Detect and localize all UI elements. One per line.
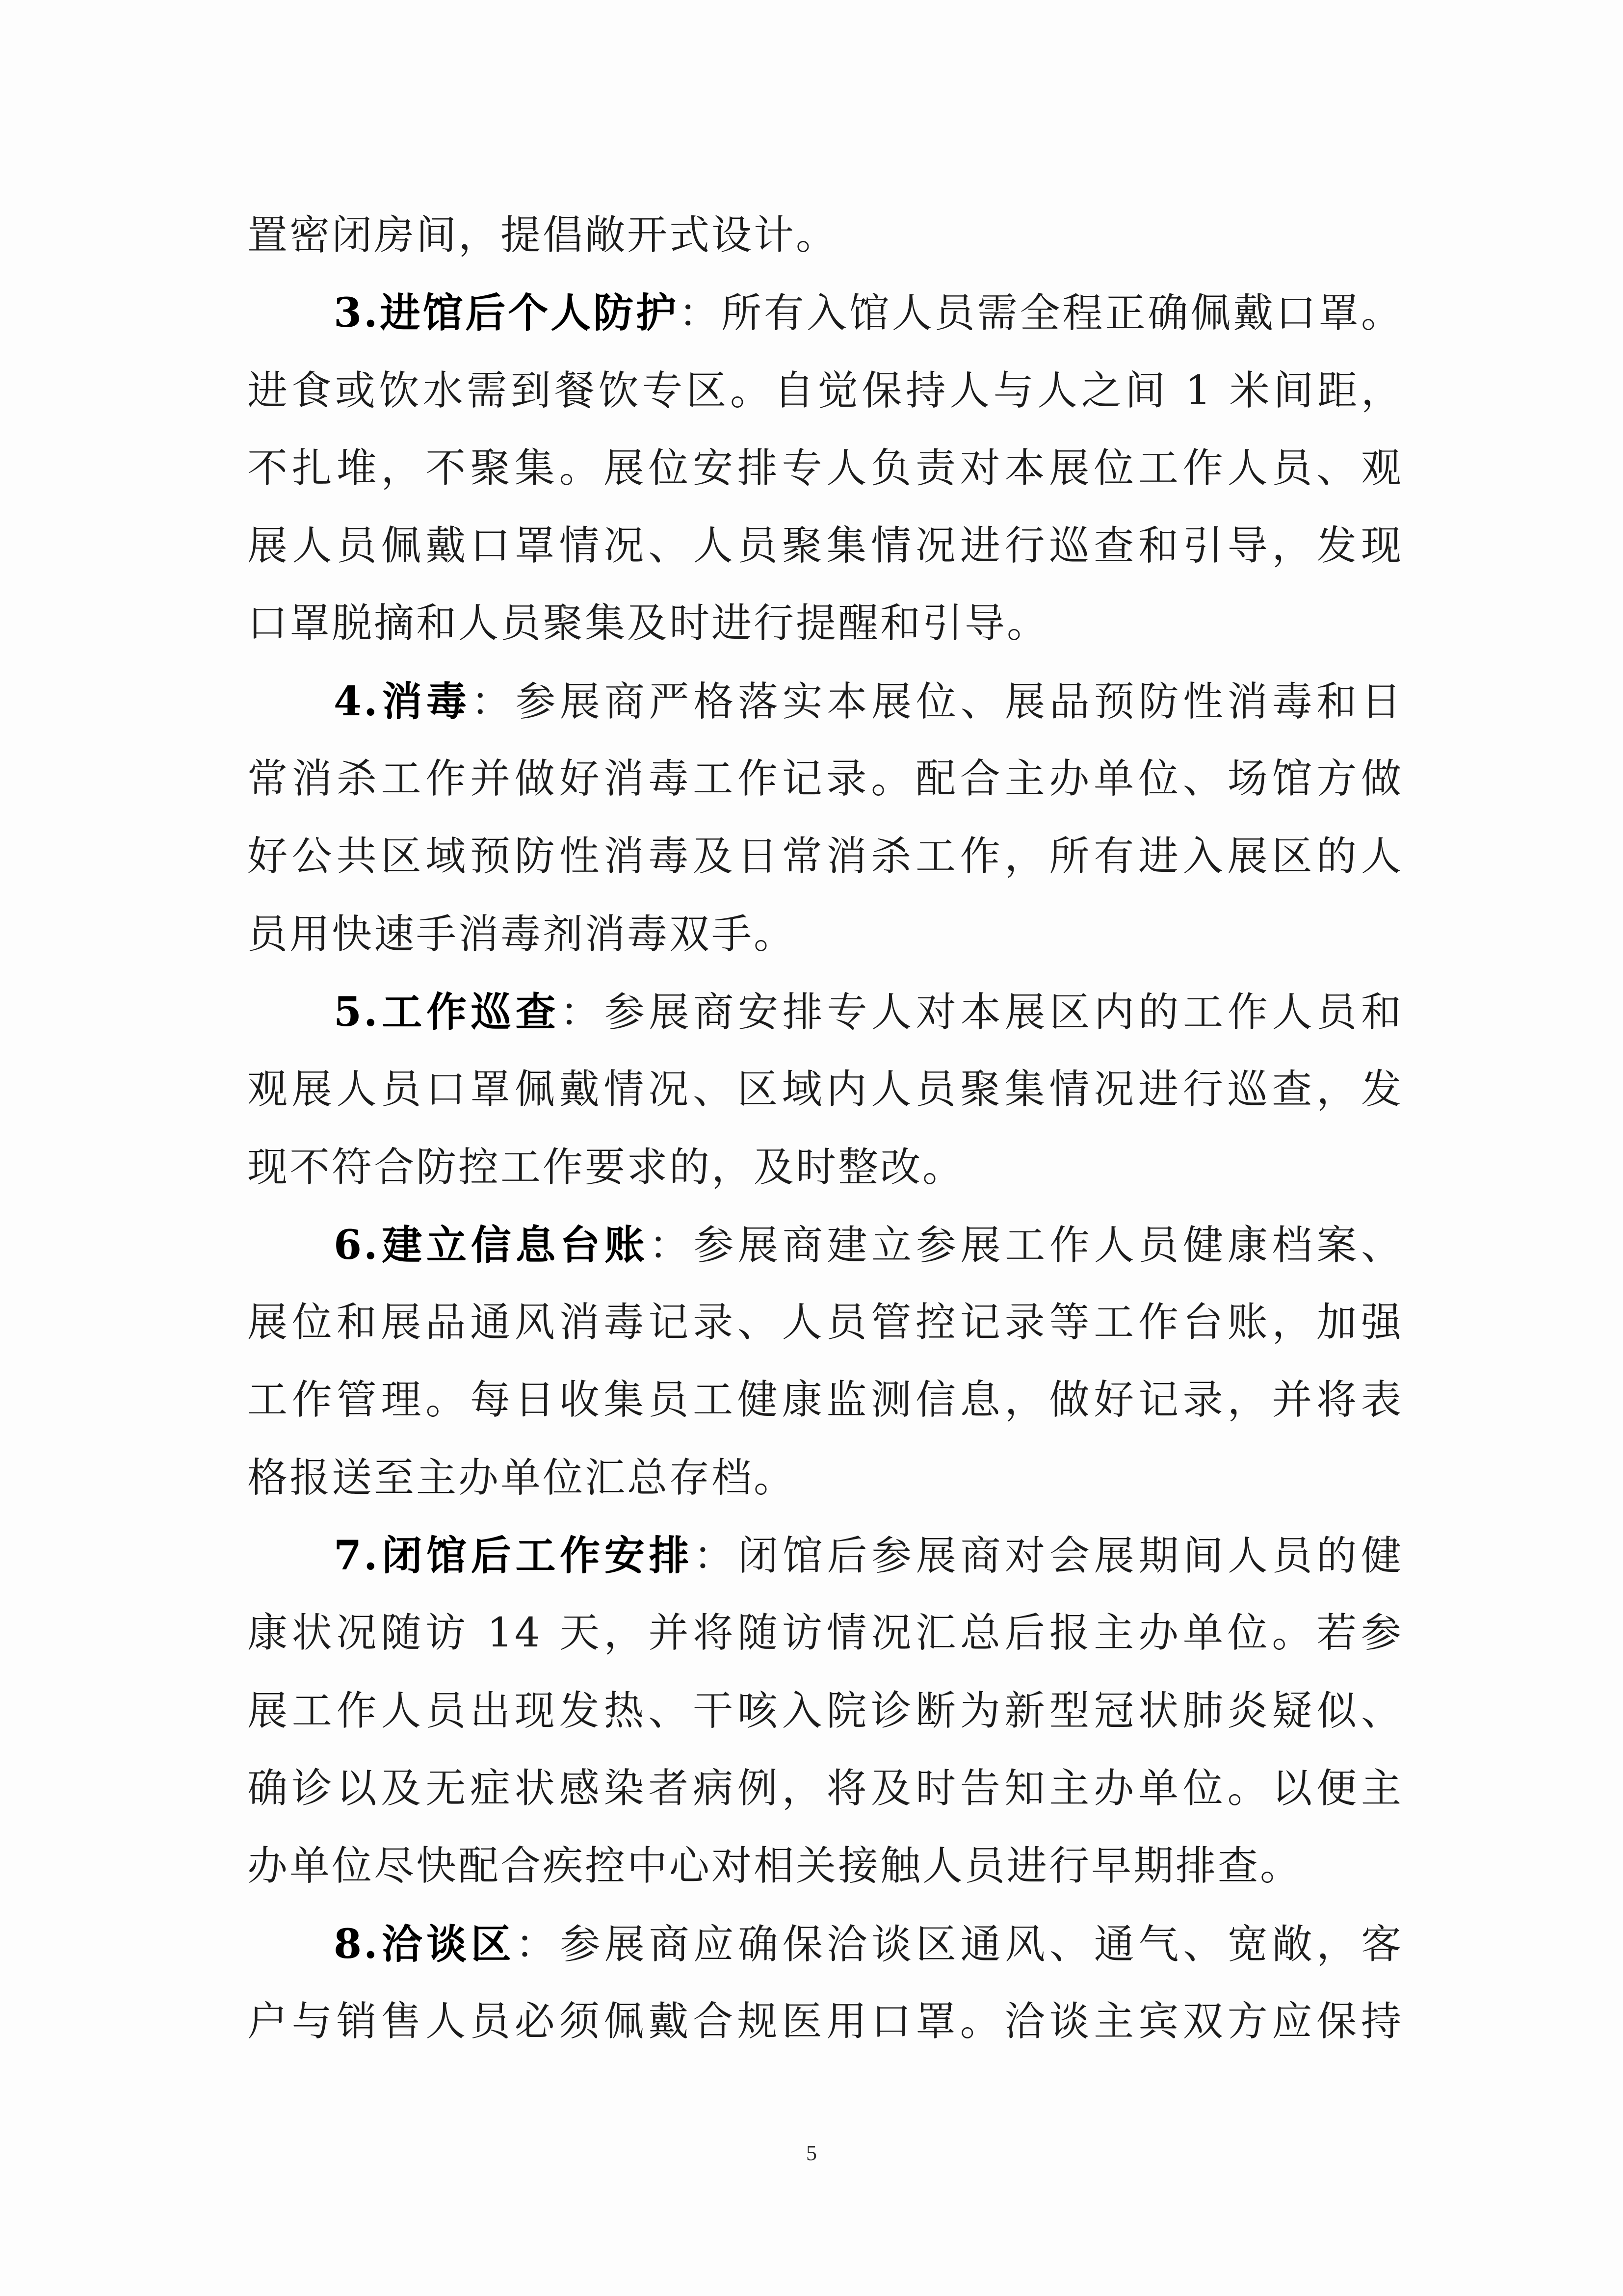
- section-line: 确诊以及无症状感染者病例，将及时告知主办单位。以便主: [247, 1765, 1403, 1812]
- section-6: [247, 1206, 1403, 1517]
- section-first-line: [247, 1517, 1403, 1594]
- section-heading: 8.洽谈区: [334, 1920, 516, 1968]
- section-first-line: [247, 663, 1403, 740]
- continuation-line: 置密闭房间，提倡敞开式设计。: [247, 212, 838, 259]
- section-4: [247, 663, 1403, 973]
- section-last-line: 现不符合防控工作要求的，及时整改。: [247, 1144, 965, 1191]
- section-first-line: [247, 1206, 1403, 1284]
- section-line: 户与销售人员必须佩戴合规医用口罩。洽谈主宾双方应保持: [247, 1998, 1403, 2045]
- body-text: [247, 197, 1403, 2061]
- section-heading: 7.闭馆后工作安排: [334, 1532, 694, 1580]
- section-heading: 6.建立信息台账: [334, 1221, 649, 1269]
- section-7: [247, 1517, 1403, 1905]
- section-line: 进食或饮水需到餐饮专区。自觉保持人与人之间 1 米间距，: [247, 367, 1403, 414]
- section-3: [247, 274, 1403, 662]
- section-line: 好公共区域预防性消毒及日常消杀工作，所有进入展区的人: [247, 833, 1403, 880]
- section-last-line: 员用快速手消毒剂消毒双手。: [247, 911, 796, 958]
- section-line: 康状况随访 14 天，并将随访情况汇总后报主办单位。若参: [247, 1610, 1403, 1657]
- section-text: ：闭馆后参展商对会展期间人员的健: [693, 1533, 1403, 1580]
- section-heading: 4.消毒: [334, 678, 471, 725]
- section-heading: 3.进馆后个人防护: [334, 289, 679, 337]
- section-text: ：参展商严格落实本展位、展品预防性消毒和日: [471, 678, 1403, 725]
- section-line: 工作管理。每日收集员工健康监测信息，做好记录，并将表: [247, 1377, 1403, 1424]
- section-heading: 5.工作巡查: [334, 988, 560, 1036]
- section-line: 不扎堆，不聚集。展位安排专人负责对本展位工作人员、观: [247, 444, 1403, 492]
- section-8: [247, 1905, 1403, 2061]
- section-first-line: [247, 973, 1403, 1051]
- section-5: [247, 973, 1403, 1206]
- page-number: 5: [806, 2141, 817, 2165]
- section-last-line: 办单位尽快配合疾控中心对相关接触人员进行早期排查。: [247, 1843, 1303, 1890]
- section-line: 展位和展品通风消毒记录、人员管控记录等工作台账，加强: [247, 1299, 1403, 1346]
- section-line: 展工作人员出现发热、干咳入院诊断为新型冠状肺炎疑似、: [247, 1687, 1403, 1734]
- section-text: ：参展商建立参展工作人员健康档案、: [649, 1222, 1403, 1269]
- section-last-line: 格报送至主办单位汇总存档。: [247, 1454, 796, 1501]
- section-last-line: 口罩脱摘和人员聚集及时进行提醒和引导。: [247, 600, 1049, 647]
- section-line: 观展人员口罩佩戴情况、区域内人员聚集情况进行巡查，发: [247, 1066, 1403, 1113]
- section-text: ：参展商应确保洽谈区通风、通气、宽敞，客: [515, 1921, 1403, 1968]
- section-line: 展人员佩戴口罩情况、人员聚集情况进行巡查和引导，发现: [247, 522, 1403, 570]
- section-line: 常消杀工作并做好消毒工作记录。配合主办单位、场馆方做: [247, 756, 1403, 803]
- section-text: ：所有入馆人员需全程正确佩戴口罩。: [679, 290, 1403, 337]
- section-first-line: [247, 274, 1403, 352]
- section-first-line: [247, 1905, 1403, 1983]
- section-text: ：参展商安排专人对本展区内的工作人员和: [560, 989, 1403, 1036]
